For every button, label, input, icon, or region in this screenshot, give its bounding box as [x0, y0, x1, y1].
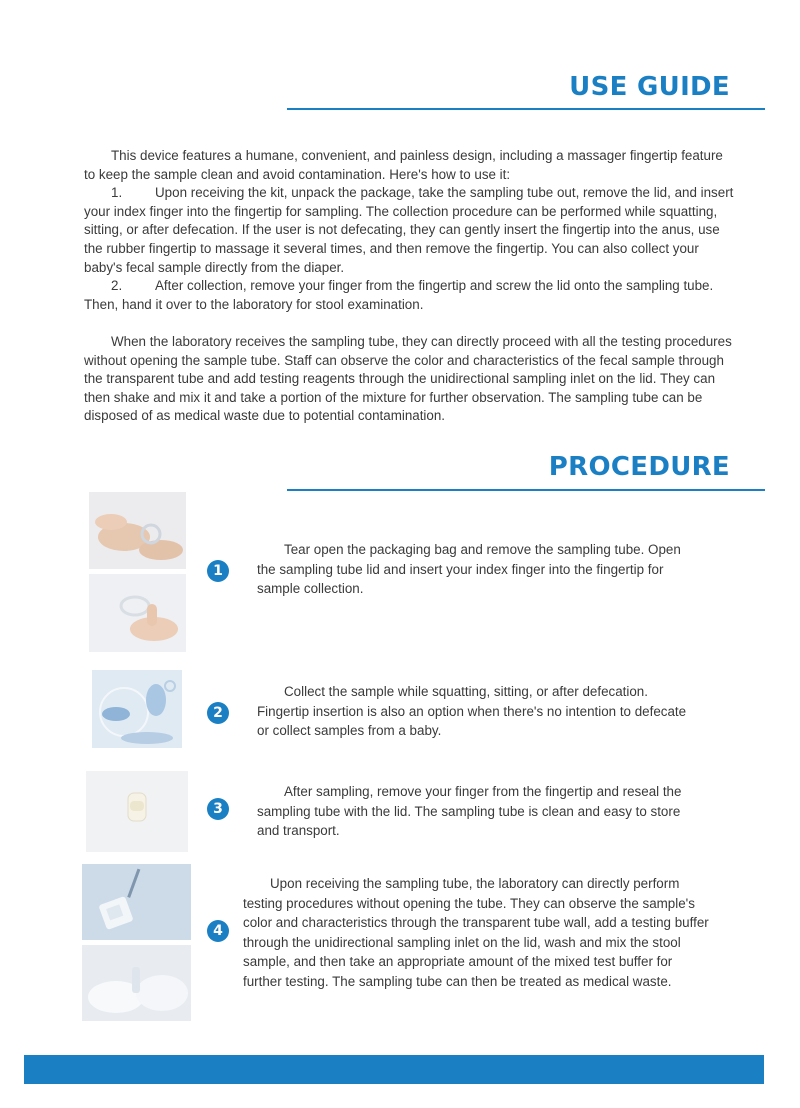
guide-step-1-text: Upon receiving the kit, unpack the package, take the sampling tube out, remove the lid, and insert your index finger into the fingertip for sampling. The collection procedure can be performed while squatting, sitting, or after defecation. If the user is not defecating, they can gently insert the fingertip into the anus, use the rubber fingertip to massage it several times, and then remove the fingertip. You can also collect your baby's fecal sample directly from the diaper. — [84, 185, 734, 275]
photo-lab-gloved-hands — [82, 945, 191, 1021]
use-guide-rule — [287, 108, 765, 110]
guide-intro: This device features a humane, convenient, and painless design, including a massager fingertip feature to keep the sample clean and avoid contamination. Here's how to use it: — [84, 148, 723, 182]
photo-lab-pipette — [82, 864, 191, 940]
photo-resealed-tube — [86, 771, 188, 852]
step-3-badge: 3 — [207, 798, 229, 820]
photo-sample-collection — [92, 670, 182, 748]
procedure-step-1-text: Tear open the packaging bag and remove the sampling tube. Open the sampling tube lid and insert your index finger into the fingertip for sample collection. — [257, 542, 681, 597]
guide-step-2-text: After collection, remove your finger from the fingertip and screw the lid onto the sampling tube. Then, hand it over to the laboratory for stool examination. — [84, 278, 714, 312]
step-1-badge: 1 — [207, 560, 229, 582]
procedure-rule — [287, 489, 765, 491]
guide-step-1-number: 1. — [111, 185, 123, 201]
guide-lab-paragraph: When the laboratory receives the sampling tube, they can directly proceed with all the testing procedures without opening the sample tube. Staff can observe the color and characteristics of the fecal sample through the transparent tube and add testing reagents through the unidirectional sampling inlet on the lid. They can then shake and mix it and take a portion of the mixture for further observation. The sampling tube can be disposed of as medical waste due to potential contamination. — [84, 333, 732, 424]
step-2-badge: 2 — [207, 702, 229, 724]
footer-bar — [24, 1055, 764, 1084]
step-4-badge: 4 — [207, 920, 229, 942]
guide-step-1 — [84, 184, 734, 277]
use-guide-body — [84, 147, 734, 426]
guide-step-2-number: 2. — [111, 278, 123, 294]
photo-opening-tube — [89, 492, 186, 569]
use-guide-title: USE GUIDE — [569, 72, 730, 102]
procedure-title: PROCEDURE — [548, 452, 730, 482]
procedure-step-4-text: Upon receiving the sampling tube, the laboratory can directly perform testing procedures without opening the tube. They can observe the sample's color and characteristics through the transparent tube wall, add a testing buffer through the unidirectional sampling inlet on the lid, wash and mix the stool sample, and then take an appropriate amount of the mixed test buffer for further testing. The sampling tube can then be treated as medical waste. — [243, 876, 709, 989]
guide-step-2 — [84, 277, 734, 314]
photo-fingertip-inserted — [89, 574, 186, 652]
procedure-step-3-text: After sampling, remove your finger from the fingertip and reseal the sampling tube with the lid. The sampling tube is clean and easy to store and transport. — [257, 784, 682, 839]
procedure-step-2-text: Collect the sample while squatting, sitting, or after defecation. Fingertip insertion is also an option when there's no intention to defecate or collect samples from a baby. — [257, 684, 687, 739]
